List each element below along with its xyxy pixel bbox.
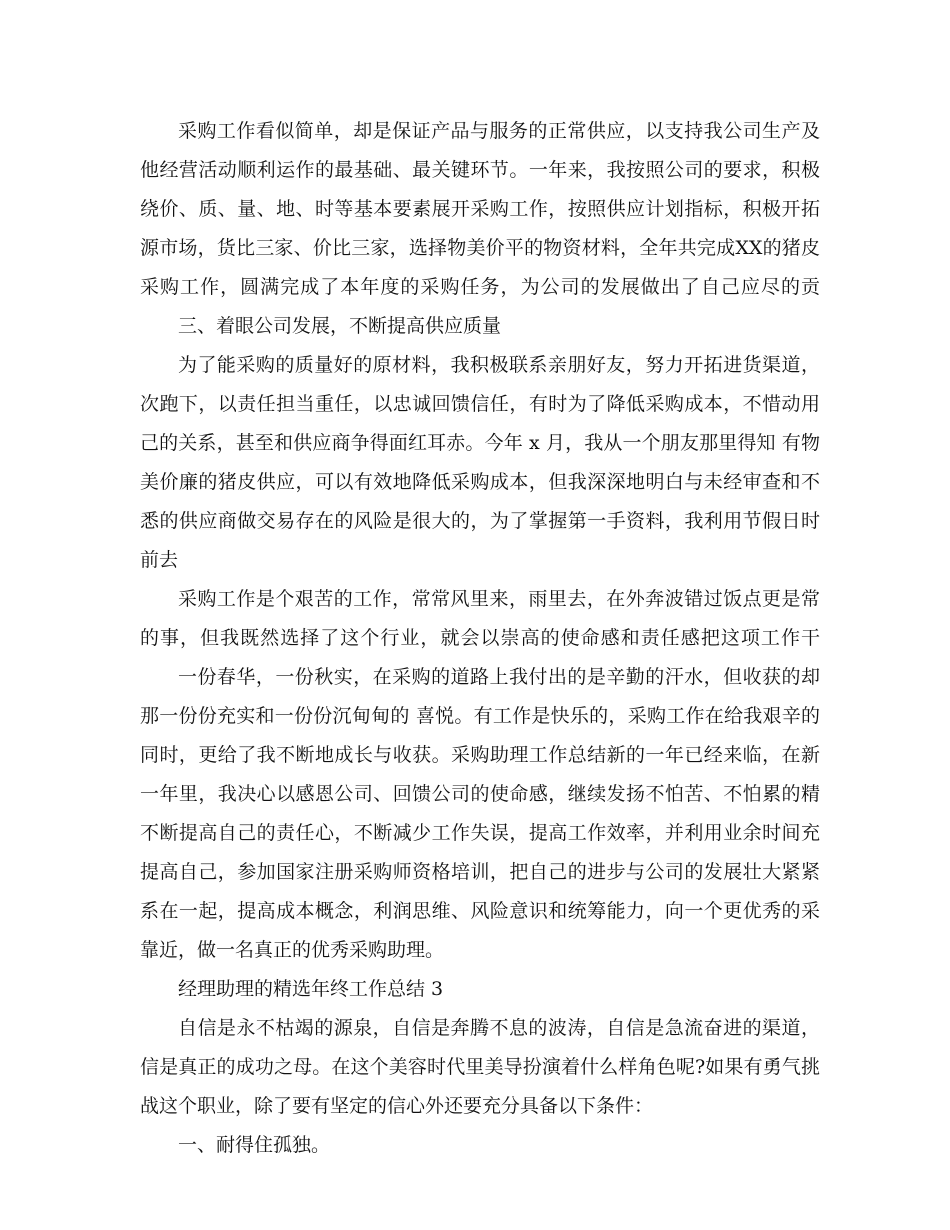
text-line: 己的关系，甚至和供应商争得面红耳赤。今年 x 月，我从一个朋友那里得知 有物 [140, 432, 820, 454]
text-line: 源市场，货比三家、价比三家，选择物美价平的物资材料，全年共完成XX的猪皮 [140, 237, 820, 259]
text-line: 同时，更给了我不断地成长与收获。采购助理工作总结新的一年已经来临，在新 [140, 744, 820, 766]
text-line: 采购工作是个艰苦的工作，常常风里来，雨里去，在外奔波错过饭点更是常 [178, 588, 820, 610]
text-line: 一份春华，一份秋实，在采购的道路上我付出的是辛勤的汗水，但收获的却 [178, 666, 820, 688]
text-line: 一、耐得住孤独。 [178, 1134, 331, 1156]
text-line: 一年里，我决心以感恩公司、回馈公司的使命感，继续发扬不怕苦、不怕累的精 [140, 783, 820, 805]
text-line: 不断提高自己的责任心，不断减少工作失误，提高工作效率，并利用业余时间充 [140, 822, 820, 844]
text-line: 的事，但我既然选择了这个行业，就会以崇高的使命感和责任感把这项工作干 [140, 627, 820, 649]
text-line: 那一份份充实和一份份沉甸甸的 喜悦。有工作是快乐的，采购工作在给我艰辛的 [140, 705, 820, 727]
text-line: 绕价、质、量、地、时等基本要素展开采购工作，按照供应计划指标，积极开拓 [140, 198, 820, 220]
text-line: 信是真正的成功之母。在这个美容时代里美导扮演着什么样角色呢?如果有勇气挑 [140, 1056, 820, 1078]
text-line: 自信是永不枯竭的源泉，自信是奔腾不息的波涛，自信是急流奋进的渠道， [178, 1017, 820, 1039]
text-line: 采购工作看似简单，却是保证产品与服务的正常供应，以支持我公司生产及 [178, 120, 820, 142]
text-line: 采购工作，圆满完成了本年度的采购任务，为公司的发展做出了自己应尽的贡 [140, 276, 820, 298]
text-line: 次跑下，以责任担当重任，以忠诚回馈信任，有时为了降低采购成本，不惜动用 [140, 393, 820, 415]
text-line: 他经营活动顺利运作的最基础、最关键环节。一年来，我按照公司的要求，积极 [140, 159, 820, 181]
text-line: 为了能采购的质量好的原材料，我积极联系亲朋好友，努力开拓进货渠道， [178, 354, 820, 376]
text-line: 战这个职业，除了要有坚定的信心外还要充分具备以下条件： [140, 1095, 654, 1117]
text-line: 三、着眼公司发展，不断提高供应质量 [178, 315, 502, 337]
document-body [140, 112, 820, 1165]
text-line: 美价廉的猪皮供应，可以有效地降低采购成本，但我深深地明白与未经审查和不 [140, 471, 820, 493]
text-line: 靠近，做一名真正的优秀采购助理。 [140, 939, 445, 961]
text-line: 经理助理的精选年终工作总结 3 [178, 978, 444, 1000]
text-line: 悉的供应商做交易存在的风险是很大的，为了掌握第一手资料，我利用节假日时 [140, 510, 820, 532]
text-line: 系在一起，提高成本概念，利润思维、风险意识和统筹能力，向一个更优秀的采 [140, 900, 820, 922]
text-line: 提高自己，参加国家注册采购师资格培训，把自己的进步与公司的发展壮大紧紧 [140, 861, 820, 883]
text-line: 前去 [140, 549, 179, 571]
